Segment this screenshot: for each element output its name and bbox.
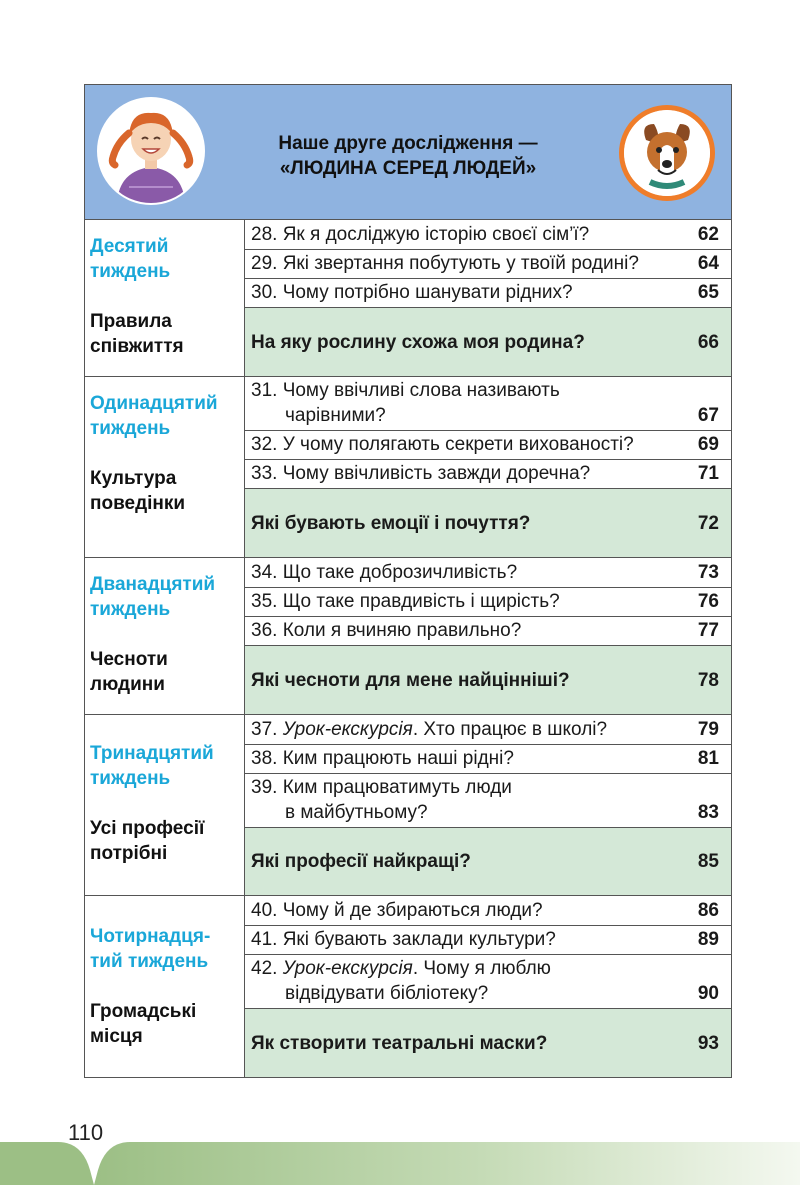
week-topic: Правила співжиття bbox=[90, 311, 184, 357]
lesson-entry[interactable] bbox=[245, 774, 731, 828]
lesson-entry[interactable] bbox=[245, 955, 731, 1009]
lesson-title: 32. У чому полягають секрети вихованості? bbox=[251, 434, 634, 455]
project-title: Які професії найкращі? bbox=[251, 851, 471, 872]
week-lessons bbox=[245, 896, 731, 1077]
week-topic: Чесноти людини bbox=[90, 649, 168, 695]
week-row bbox=[85, 715, 731, 896]
lesson-entry[interactable] bbox=[245, 460, 731, 489]
lesson-page: 81 bbox=[697, 748, 719, 769]
lesson-entry[interactable] bbox=[245, 250, 731, 279]
week-name: Десятий тиждень bbox=[90, 236, 171, 282]
lesson-title bbox=[251, 775, 512, 825]
week-topic: Культура поведінки bbox=[90, 468, 186, 514]
lesson-entry[interactable] bbox=[245, 617, 731, 646]
lesson-title-line2: відвідувати бібліотеку? bbox=[285, 983, 489, 1004]
project-entry[interactable] bbox=[245, 646, 731, 714]
lesson-title: 34. Що таке доброзичливість? bbox=[251, 562, 518, 583]
project-title: Як створити театральні маски? bbox=[251, 1032, 548, 1054]
lesson-page: 76 bbox=[697, 591, 719, 612]
project-page: 78 bbox=[697, 669, 719, 691]
week-label-cell bbox=[85, 220, 245, 376]
toc-header bbox=[85, 85, 731, 220]
week-topic: Громадські місця bbox=[90, 1001, 197, 1047]
table-of-contents bbox=[84, 84, 732, 1078]
lesson-entry[interactable] bbox=[245, 558, 731, 588]
lesson-page: 86 bbox=[697, 900, 719, 921]
week-row bbox=[85, 896, 731, 1077]
week-name-line1: Чотирнадця- bbox=[90, 926, 211, 947]
lesson-page: 90 bbox=[697, 983, 719, 1004]
project-title: Які бувають емоції і почуття? bbox=[251, 512, 531, 534]
dog-illustration-icon bbox=[619, 105, 715, 201]
footer-decoration bbox=[0, 1142, 800, 1185]
project-title: Які чесноти для мене найцінніші? bbox=[251, 669, 570, 691]
lesson-page: 89 bbox=[697, 929, 719, 950]
lesson-entry[interactable] bbox=[245, 896, 731, 926]
lesson-title-italic: Урок-екскурсія bbox=[282, 958, 413, 979]
week-lessons bbox=[245, 220, 731, 376]
lesson-entry[interactable] bbox=[245, 588, 731, 617]
section-title-line1: Наше друге дослідження — bbox=[278, 133, 538, 154]
lesson-page: 77 bbox=[697, 620, 719, 641]
project-entry[interactable] bbox=[245, 489, 731, 557]
week-row bbox=[85, 558, 731, 715]
lesson-title: 41. Які бувають заклади культури? bbox=[251, 929, 556, 950]
project-page: 66 bbox=[697, 331, 719, 353]
lesson-page: 83 bbox=[697, 802, 719, 823]
lesson-title: 40. Чому й де збираються люди? bbox=[251, 900, 543, 921]
lesson-page: 62 bbox=[697, 224, 719, 245]
lesson-page: 65 bbox=[697, 282, 719, 303]
section-title bbox=[235, 131, 581, 181]
lesson-entry[interactable] bbox=[245, 745, 731, 774]
lesson-title: 28. Як я досліджую історію своєї сім’ї? bbox=[251, 224, 590, 245]
lesson-page: 79 bbox=[697, 719, 719, 740]
project-entry[interactable] bbox=[245, 308, 731, 376]
lesson-title-line2: чарівними? bbox=[285, 405, 386, 426]
week-row bbox=[85, 377, 731, 558]
lesson-title-line1: 31. Чому ввічливі слова називають bbox=[251, 380, 560, 401]
lesson-title-rest: . Чому я люблю bbox=[412, 958, 551, 979]
project-page: 72 bbox=[697, 512, 719, 534]
lesson-entry[interactable] bbox=[245, 377, 731, 431]
lesson-page: 73 bbox=[697, 562, 719, 583]
lesson-page: 69 bbox=[697, 434, 719, 455]
project-page: 93 bbox=[697, 1032, 719, 1054]
lesson-title bbox=[251, 717, 607, 742]
week-topic: Усі професії потрібні bbox=[90, 818, 205, 864]
lesson-title: 30. Чому потрібно шанувати рідних? bbox=[251, 282, 573, 303]
week-lessons bbox=[245, 715, 731, 895]
lesson-title bbox=[251, 956, 551, 1006]
lesson-number: 37. bbox=[251, 719, 283, 740]
lesson-title-rest: . Хто працює в школі? bbox=[412, 719, 608, 740]
girl-illustration-icon bbox=[97, 97, 205, 205]
lesson-title bbox=[251, 378, 560, 428]
week-label-cell bbox=[85, 377, 245, 557]
page-number: 110 bbox=[68, 1120, 104, 1145]
lesson-entry[interactable] bbox=[245, 715, 731, 745]
lesson-title-line1: 39. Ким працюватимуть люди bbox=[251, 777, 512, 798]
lesson-title: 38. Ким працюють наші рідні? bbox=[251, 748, 514, 769]
week-label-cell bbox=[85, 715, 245, 895]
lesson-title: 29. Які звертання побутують у твоїй родині? bbox=[251, 253, 639, 274]
week-name: Тринадцятий тиждень bbox=[90, 743, 214, 789]
week-label-cell bbox=[85, 896, 245, 1077]
lesson-title-italic: Урок-екскурсія bbox=[282, 719, 413, 740]
section-title-line2: «ЛЮДИНА СЕРЕД ЛЮДЕЙ» bbox=[279, 158, 537, 179]
lesson-entry[interactable] bbox=[245, 926, 731, 955]
project-entry[interactable] bbox=[245, 828, 731, 895]
week-lessons bbox=[245, 377, 731, 557]
lesson-page: 71 bbox=[697, 463, 719, 484]
lesson-entry[interactable] bbox=[245, 279, 731, 308]
lesson-title: 36. Коли я вчиняю правильно? bbox=[251, 620, 522, 641]
project-title: На яку рослину схожа моя родина? bbox=[251, 331, 585, 353]
lesson-entry[interactable] bbox=[245, 220, 731, 250]
project-entry[interactable] bbox=[245, 1009, 731, 1077]
lesson-title: 33. Чому ввічливість завжди доречна? bbox=[251, 463, 591, 484]
lesson-entry[interactable] bbox=[245, 431, 731, 460]
week-lessons bbox=[245, 558, 731, 714]
week-row bbox=[85, 220, 731, 377]
week-name bbox=[90, 924, 244, 974]
project-page: 85 bbox=[697, 851, 719, 872]
lesson-title: 35. Що таке правдивість і щирість? bbox=[251, 591, 560, 612]
lesson-page: 67 bbox=[697, 405, 719, 426]
week-name: Одинадцятий тиждень bbox=[90, 393, 218, 439]
week-name-line2: тий тиждень bbox=[90, 951, 209, 972]
lesson-title-line2: в майбутньому? bbox=[285, 802, 428, 823]
lesson-number: 42. bbox=[251, 958, 283, 979]
lesson-page: 64 bbox=[697, 253, 719, 274]
week-name: Дванадцятий тиждень bbox=[90, 574, 216, 620]
week-label-cell bbox=[85, 558, 245, 714]
